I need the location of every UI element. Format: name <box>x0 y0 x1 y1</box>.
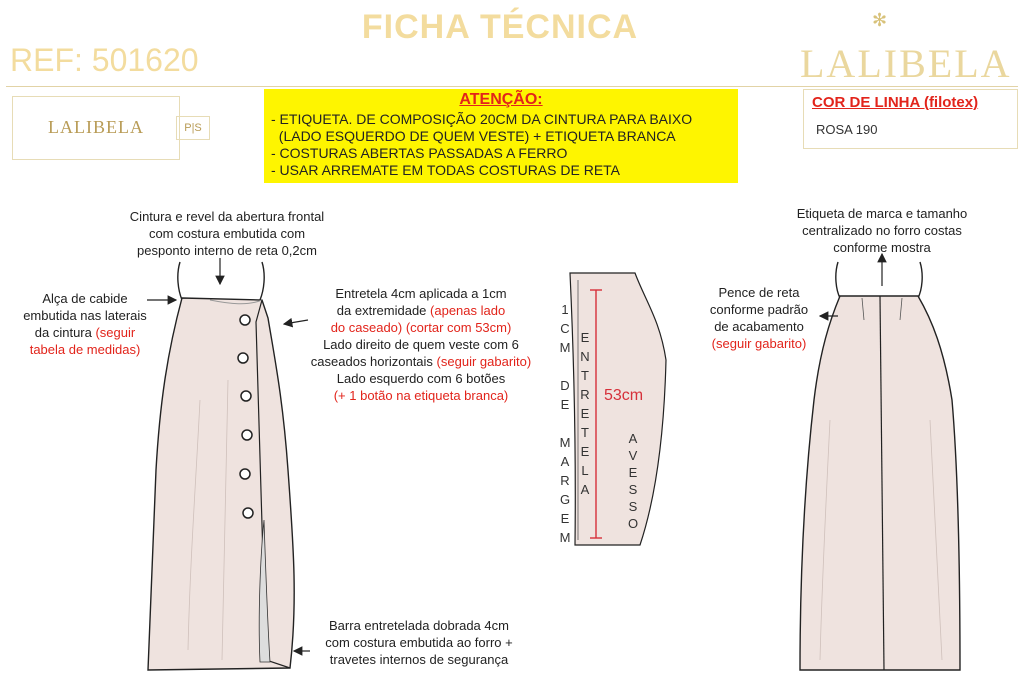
reverse-side-vertical-label: A V E S S O <box>627 431 639 531</box>
interfacing-note: Entretela 4cm aplicada a 1cm da extremidade (apenas lado do caseado) (cortar com 53cm) Lado direito de quem veste com 6 caseados horizontais (seguir gabarito) Lado esquerdo com 6 botões (+ 1 botão na etiqueta branca) <box>310 286 532 403</box>
hanger-loops <box>836 262 922 298</box>
reference-code: REF: 501620 <box>10 42 199 78</box>
back-skirt-drawing <box>800 262 960 670</box>
attention-line: - COSTURAS ABERTAS PASSADAS A FERRO <box>271 145 568 161</box>
page-title: FICHA TÉCNICA <box>361 8 639 46</box>
brand-logo: LALIBELA <box>800 41 1012 86</box>
margin-vertical-label: 1 C M D E M A R G E M <box>559 302 571 545</box>
attention-line: (LADO ESQUERDO DE QUEM VESTE) + ETIQUETA BRANCA <box>271 128 676 144</box>
interfacing-length-measure: 53cm <box>604 387 644 404</box>
thread-color-value: ROSA 190 <box>816 122 878 137</box>
dart-note: Pence de reta conforme padrão de acabamento (seguir gabarito) <box>709 285 809 351</box>
label-size: P|S <box>176 116 210 140</box>
bee-logo-icon: ✻ <box>872 10 888 30</box>
brand-label-note: Etiqueta de marca e tamanho centralizado no forro costas conforme mostra <box>796 206 968 255</box>
hanger-loops <box>178 262 264 300</box>
hanger-loop-note: Alça de cabide embutida nas laterais da cintura (seguir tabela de medidas) <box>23 291 147 357</box>
interfacing-vertical-label: E N T R E T E L A <box>580 330 590 497</box>
attention-line: - ETIQUETA. DE COMPOSIÇÃO 20CM DA CINTURA PARA BAIXO <box>271 111 693 127</box>
attention-line: - USAR ARREMATE EM TODAS COSTURAS DE RETA <box>271 162 621 178</box>
waist-note: Cintura e revel da abertura frontal com costura embutida com pesponto interno de reta 0,2cm <box>129 209 325 258</box>
label-brand: LALIBELA <box>48 117 144 137</box>
thread-color-heading: COR DE LINHA (filotex) <box>812 94 979 111</box>
front-skirt-drawing <box>148 262 294 670</box>
hem-note: Barra entretelada dobrada 4cm com costura embutida ao forro + travetes internos de segurança <box>325 618 513 667</box>
attention-heading: ATENÇÃO: <box>459 91 543 108</box>
